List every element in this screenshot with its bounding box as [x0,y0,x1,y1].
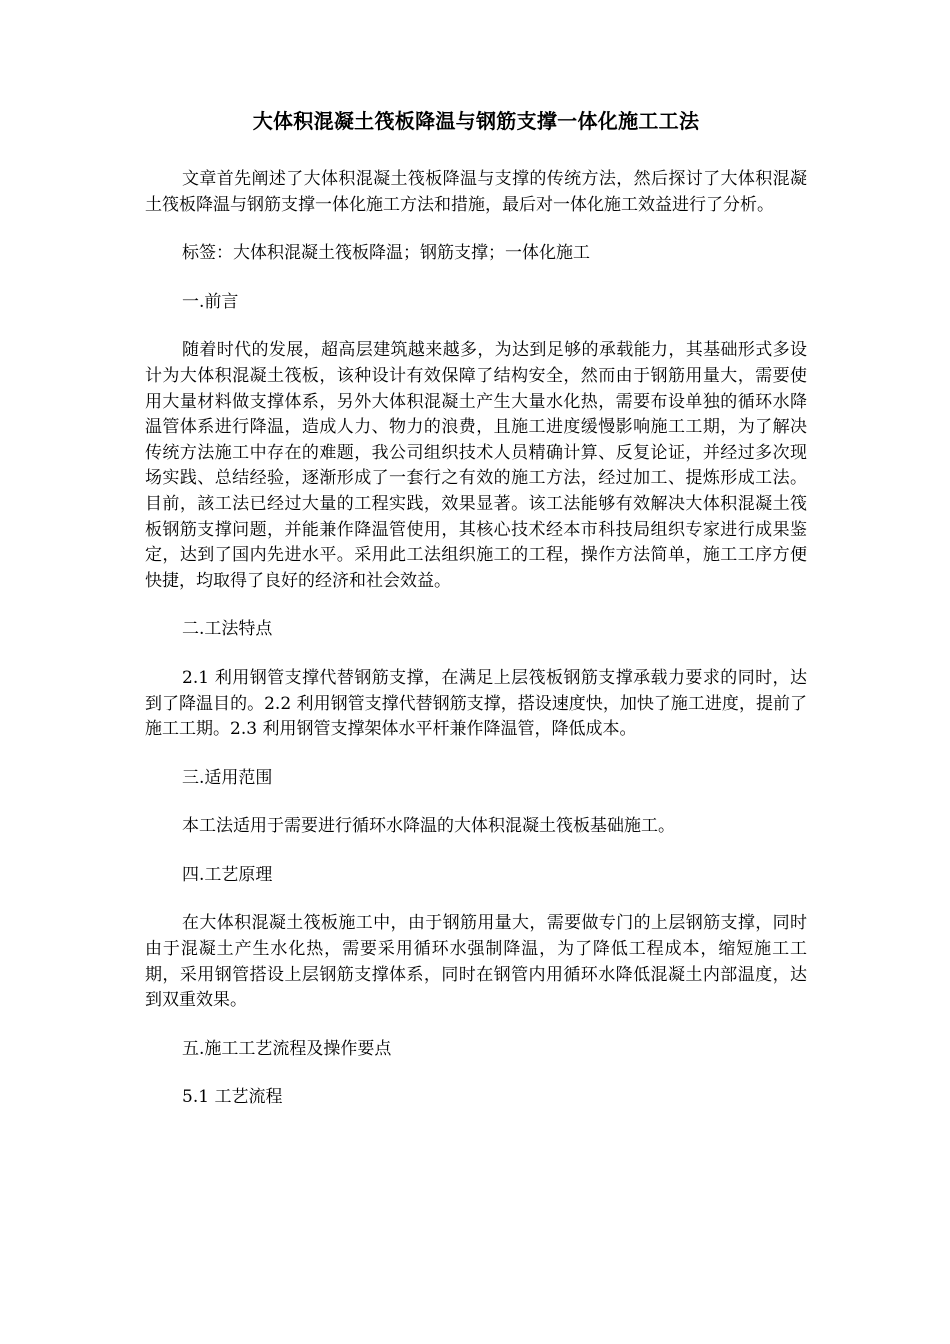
abstract-paragraph: 文章首先阐述了大体积混凝土筏板降温与支撑的传统方法，然后探讨了大体积混凝土筏板降温与钢筋支撑一体化施工方法和措施，最后对一体化施工效益进行了分析。 [145,169,807,215]
section-heading-features: 二.工法特点 [182,619,273,640]
document-page [145,106,807,1134]
section-heading-process: 五.施工工艺流程及操作要点 [182,1038,392,1059]
section-heading-scope: 三.适用范围 [182,767,273,788]
section-heading-preface: 一.前言 [182,291,239,312]
section-body-features: 2.1 利用钢管支撑代替钢筋支撑，在满足上层筏板钢筋支撑承载力要求的同时，达到了降温目的。2.2 利用钢管支撑代替钢筋支撑，搭设速度快，加快了施工进度，提前了施工工期。2.3 利用钢管支撑架体水平杆兼作降温管，降低成本。 [145,667,807,740]
section-heading-principle: 四.工艺原理 [182,864,273,885]
tags-line: 标签：大体积混凝土筏板降温；钢筋支撑；一体化施工 [182,243,590,264]
subsection-heading-flow: 5.1 工艺流程 [182,1087,283,1108]
section-body-principle: 在大体积混凝土筏板施工中，由于钢筋用量大，需要做专门的上层钢筋支撑，同时由于混凝土产生水化热，需要采用循环水强制降温，为了降低工程成本，缩短施工工期，采用钢管搭设上层钢筋支撑体系，同时在钢管内用循环水降低混凝土内部温度，达到双重效果。 [145,913,807,1011]
document-title: 大体积混凝土筏板降温与钢筋支撑一体化施工工法 [252,109,700,133]
section-body-scope: 本工法适用于需要进行循环水降温的大体积混凝土筏板基础施工。 [182,816,675,837]
section-body-preface: 随着时代的发展，超高层建筑越来越多，为达到足够的承载能力，其基础形式多设计为大体积混凝土筏板，该种设计有效保障了结构安全，然而由于钢筋用量大，需要使用大量材料做支撑体系，另外大体积混凝土产生大量水化热，需要布设单独的循环水降温管体系进行降温，造成人力、物力的浪费，且施工进度缓慢影响施工工期，为了解决传统方法施工中存在的难题，我公司组织技术人员精确计算、反复论证，并经过多次现场实践、总结经验，逐渐形成了一套行之有效的施工方法，经过加工、提炼形成工法。目前，該工法已经过大量的工程实践，效果显著。该工法能够有效解决大体积混凝土筏板钢筋支撑问题，并能兼作降温管使用，其核心技术经本市科技局组织专家进行成果鉴定，达到了国内先进水平。采用此工法组织施工的工程，操作方法简单，施工工序方便快捷，均取得了良好的经济和社会效益。 [145,340,807,591]
